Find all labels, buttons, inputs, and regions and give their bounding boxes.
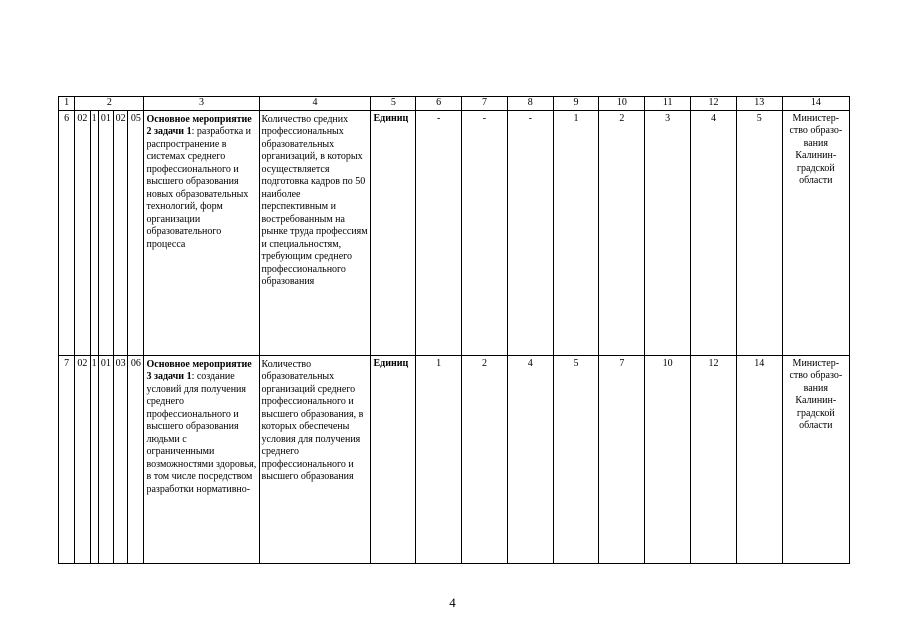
table-row [59, 355, 850, 563]
header-cell: 3 [144, 97, 259, 111]
code-cell: 1 [90, 110, 98, 355]
value-cell: - [416, 110, 462, 355]
header-cell: 12 [691, 97, 737, 111]
header-cell: 9 [553, 97, 599, 111]
code-cell: 06 [128, 355, 144, 563]
responsible-cell: Министер- ство образо- вания Калинин- градской области [782, 355, 849, 563]
header-cell: 4 [259, 97, 371, 111]
code-cell: 01 [98, 355, 113, 563]
code-cell: 02 [113, 110, 127, 355]
table-row [59, 110, 850, 355]
value-cell: 1 [416, 355, 462, 563]
indicator-cell: Количество средних профессиональных образовательных организаций, в которых осуществляется подготовка кадров по 50 наиболее перспективным и востребованным на рынке труда профессиям и специальностям, требующим среднего профессионального образования [259, 110, 371, 355]
page-number: 4 [449, 595, 456, 610]
value-cell: 1 [553, 110, 599, 355]
code-cell: 01 [98, 110, 113, 355]
responsible-cell: Министер- ство образо- вания Калинин- градской области [782, 110, 849, 355]
header-row [59, 97, 850, 111]
code-cell: 03 [113, 355, 127, 563]
value-cell: 2 [599, 110, 645, 355]
row-number: 7 [59, 355, 75, 563]
value-cell: 12 [691, 355, 737, 563]
value-cell: 14 [736, 355, 782, 563]
header-cell: 11 [645, 97, 691, 111]
value-cell: 5 [553, 355, 599, 563]
value-cell: - [462, 110, 508, 355]
activity-title: Основное мероприятие 3 задачи 1 [146, 358, 252, 382]
indicator-cell: Количество образовательных организаций среднего профессионального и высшего образования, в которых обеспечены условия для получения среднего профессионального и высшего образования [259, 355, 371, 563]
header-cell: 14 [782, 97, 849, 111]
value-cell: - [507, 110, 553, 355]
activity-title: Основное мероприятие 2 задачи 1 [146, 113, 252, 137]
code-cell: 05 [128, 110, 144, 355]
unit-cell: Единиц [371, 355, 416, 563]
unit-cell: Единиц [371, 110, 416, 355]
code-cell: 1 [90, 355, 98, 563]
activity-cell [144, 355, 259, 563]
header-cell: 6 [416, 97, 462, 111]
header-cell: 5 [371, 97, 416, 111]
header-cell: 1 [59, 97, 75, 111]
value-cell: 3 [645, 110, 691, 355]
value-cell: 5 [736, 110, 782, 355]
activity-cell [144, 110, 259, 355]
header-cell: 8 [507, 97, 553, 111]
value-cell: 2 [462, 355, 508, 563]
value-cell: 7 [599, 355, 645, 563]
row-number: 6 [59, 110, 75, 355]
header-cell: 13 [736, 97, 782, 111]
activity-description: : создание условий для получения среднего профессионального и высшего образования людьми с ограниченными возможностями здоровья, в том числе посредством разработки нормативно- [146, 371, 257, 495]
header-cell: 10 [599, 97, 645, 111]
code-cell: 02 [75, 355, 90, 563]
header-cell: 7 [462, 97, 508, 111]
header-cell: 2 [75, 97, 144, 111]
value-cell: 4 [691, 110, 737, 355]
program-table [58, 96, 850, 564]
code-cell: 02 [75, 110, 90, 355]
activity-description: : разработка и распространение в системах среднего профессионального и высшего образования новых образовательных технологий, форм организации образовательного процесса [146, 126, 251, 250]
value-cell: 10 [645, 355, 691, 563]
value-cell: 4 [507, 355, 553, 563]
